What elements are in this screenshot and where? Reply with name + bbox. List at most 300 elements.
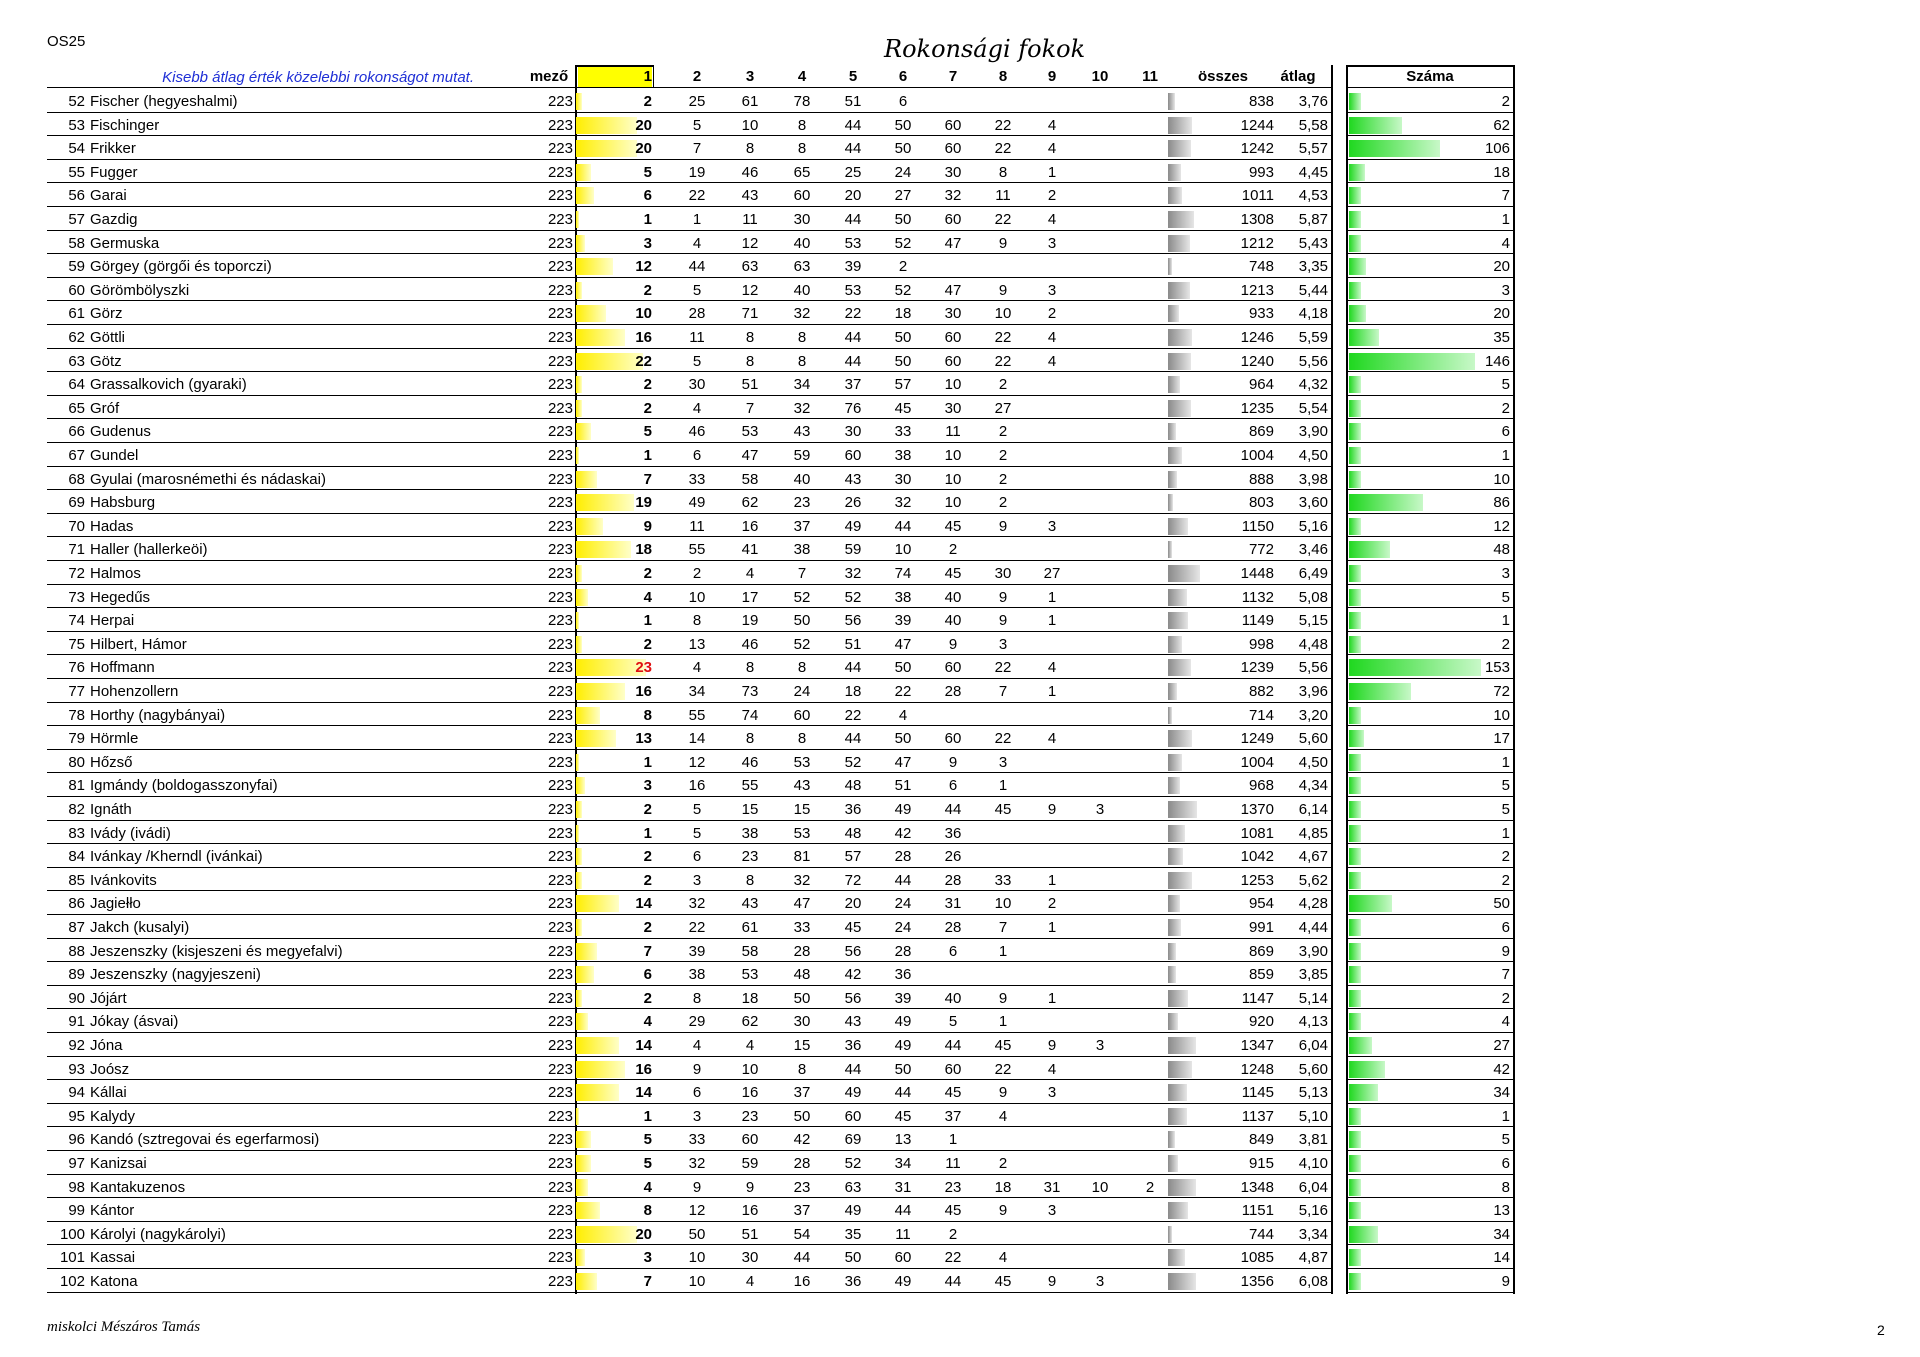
average-value: 4,28 [1298, 895, 1328, 913]
average-bar [1168, 1249, 1185, 1266]
degree-4-value: 8 [797, 116, 807, 134]
count-row-separator [1347, 796, 1513, 797]
degree-1-value: 20 [635, 116, 652, 134]
degree-5-value: 49 [844, 1202, 862, 1220]
degree-6-value: 45 [894, 1107, 912, 1125]
count-bar [1349, 329, 1379, 346]
degree-2-value: 5 [692, 801, 702, 818]
degree-8-value: 2 [998, 1155, 1008, 1172]
total-value: 1242 [1240, 140, 1274, 158]
degree-2-value: 25 [688, 93, 706, 110]
row-separator [47, 277, 1332, 278]
count-value: 86 [1493, 494, 1510, 512]
table-row [0, 184, 1920, 208]
degree-9-value: 27 [1043, 565, 1061, 582]
degree-7-value: 47 [944, 281, 962, 299]
family-name: Haller (hallerkeöi) [90, 541, 208, 559]
header-degree-7: 7 [948, 68, 958, 85]
degree-2-value: 19 [688, 163, 706, 181]
degree-6-value: 28 [894, 942, 912, 960]
degree-6-value: 50 [894, 659, 912, 677]
degree-2-value: 28 [688, 305, 706, 323]
degree-5-value: 42 [844, 966, 862, 984]
degree-3-value: 58 [741, 470, 759, 488]
average-value: 3,46 [1298, 541, 1328, 559]
count-value: 1 [1501, 1107, 1510, 1125]
degree-3-value: 8 [745, 871, 755, 889]
degree-2-value: 11 [689, 329, 705, 346]
field-value: 223 [547, 470, 573, 488]
row-separator [47, 442, 1332, 443]
field-value: 223 [547, 824, 573, 842]
field-value: 223 [547, 588, 573, 606]
count-value: 9 [1501, 1273, 1510, 1290]
table-row [0, 869, 1920, 893]
row-number: 94 [68, 1084, 85, 1102]
degree-9-value: 2 [1047, 895, 1057, 913]
family-name: Ivánkovits [90, 871, 157, 889]
average-value: 5,58 [1298, 116, 1328, 134]
degree-2-value: 1 [692, 211, 702, 228]
degree-3-value: 61 [741, 919, 759, 936]
degree-1-value: 2 [643, 399, 652, 417]
degree-8-value: 22 [994, 329, 1012, 346]
degree-5-value: 18 [844, 683, 862, 700]
family-name: Frikker [90, 140, 136, 158]
table-row [0, 892, 1920, 916]
average-bar [1168, 1155, 1178, 1172]
average-value: 3,60 [1298, 494, 1328, 512]
average-bar [1168, 589, 1187, 606]
degree-7-value: 28 [944, 871, 962, 889]
total-value: 882 [1248, 683, 1274, 700]
field-value: 223 [547, 399, 573, 417]
degree-3-value: 30 [741, 1249, 759, 1267]
family-name: Hilbert, Hámor [90, 635, 187, 653]
degree-1-value: 16 [635, 1060, 652, 1078]
row-number: 95 [68, 1107, 85, 1125]
degree-7-value: 6 [948, 942, 958, 960]
total-value: 803 [1248, 494, 1274, 512]
count-bar [1349, 117, 1402, 134]
degree-8-value: 4 [998, 1107, 1008, 1125]
degree-8-value: 30 [994, 565, 1012, 582]
row-separator [47, 607, 1332, 608]
table-row [0, 1081, 1920, 1105]
table-row [0, 680, 1920, 704]
row-separator [47, 418, 1332, 419]
degree-5-value: 49 [844, 1084, 862, 1102]
field-value: 223 [547, 1037, 573, 1054]
total-value: 1085 [1240, 1249, 1274, 1267]
count-bar [1349, 140, 1440, 157]
count-bar [1349, 376, 1361, 393]
total-value: 968 [1248, 777, 1274, 795]
table-row [0, 751, 1920, 775]
family-name: Habsburg [90, 494, 156, 512]
average-bar [1168, 164, 1181, 181]
row-number: 78 [68, 706, 85, 724]
count-row-separator [1347, 513, 1513, 514]
degree-8-value: 7 [998, 683, 1008, 700]
degree-2-value: 7 [692, 140, 702, 158]
table-row [0, 987, 1920, 1011]
degree-7-value: 60 [944, 211, 962, 228]
count-value: 18 [1493, 163, 1510, 181]
header-count: Száma [1406, 68, 1454, 85]
degree-8-value: 22 [994, 140, 1012, 158]
field-value: 223 [547, 1273, 573, 1290]
average-bar [1168, 518, 1188, 535]
degree-4-value: 52 [793, 588, 811, 606]
degree-9-value: 2 [1047, 187, 1057, 205]
average-bar [1168, 990, 1188, 1007]
row-separator [47, 796, 1332, 797]
field-value: 223 [547, 93, 573, 110]
degree-7-value: 60 [944, 140, 962, 158]
degree-2-value: 12 [688, 753, 706, 771]
count-bar [1349, 305, 1366, 322]
total-value: 838 [1248, 93, 1274, 110]
degree-6-value: 32 [894, 494, 912, 512]
row-number: 74 [68, 612, 85, 630]
degree-7-value: 60 [944, 730, 962, 748]
count-value: 1 [1501, 824, 1510, 842]
header-degree-9: 9 [1047, 68, 1057, 85]
row-separator [47, 1032, 1332, 1033]
degree-2-value: 3 [692, 1107, 702, 1125]
degree-3-value: 8 [745, 329, 755, 346]
count-value: 34 [1493, 1225, 1510, 1243]
degree-2-value: 38 [688, 966, 706, 984]
degree-3-value: 4 [745, 1273, 755, 1290]
degree-1-value: 6 [643, 187, 652, 205]
degree-7-value: 2 [948, 541, 958, 559]
degree-3-value: 55 [741, 777, 759, 795]
total-value: 1011 [1241, 187, 1274, 205]
degree-6-value: 52 [894, 234, 912, 252]
count-bar [1349, 471, 1361, 488]
degree-5-value: 20 [844, 895, 862, 913]
table-row [0, 232, 1920, 256]
row-number: 54 [68, 140, 85, 158]
degree-6-value: 11 [895, 1225, 911, 1243]
count-bar [1349, 872, 1361, 889]
average-bar [1168, 895, 1180, 912]
family-name: Hőzső [90, 753, 133, 771]
row-separator [47, 1008, 1332, 1009]
field-value: 223 [547, 352, 573, 370]
count-row-separator [1347, 1032, 1513, 1033]
degree-6-value: 50 [894, 211, 912, 228]
average-value: 5,16 [1298, 517, 1328, 535]
degree-9-value: 31 [1043, 1178, 1061, 1196]
count-bar [1349, 518, 1361, 535]
count-value: 72 [1493, 683, 1510, 700]
count-bar [1349, 93, 1361, 110]
degree-1-value: 8 [643, 1202, 652, 1220]
degree-7-value: 11 [945, 1155, 961, 1172]
table-row [0, 1128, 1920, 1152]
average-value: 4,13 [1298, 1013, 1328, 1031]
degree-6-value: 27 [894, 187, 912, 205]
degree-2-value: 5 [692, 824, 702, 842]
field-value: 223 [547, 1060, 573, 1078]
count-bar [1349, 541, 1390, 558]
degree-8-value: 1 [998, 777, 1008, 795]
degree-7-value: 28 [944, 919, 962, 936]
row-number: 89 [68, 966, 85, 984]
degree-7-value: 10 [944, 447, 962, 464]
degree-1-value: 1 [643, 1107, 652, 1125]
table-row [0, 916, 1920, 940]
count-bar [1349, 1179, 1361, 1196]
degree-3-value: 17 [741, 588, 759, 606]
degree-1-value: 9 [643, 517, 652, 535]
count-row-separator [1347, 536, 1513, 537]
count-row-separator [1347, 820, 1513, 821]
total-value: 869 [1248, 423, 1274, 441]
count-value: 2 [1501, 399, 1510, 417]
degree-9-value: 3 [1047, 234, 1057, 252]
degree-4-value: 8 [797, 329, 807, 346]
row-separator [47, 867, 1332, 868]
degree-5-value: 59 [844, 541, 862, 559]
average-value: 5,56 [1298, 659, 1328, 677]
degree-5-value: 51 [844, 93, 862, 110]
row-number: 99 [68, 1202, 85, 1220]
degree-6-value: 50 [894, 1060, 912, 1078]
degree-4-value: 7 [797, 565, 807, 582]
table-row [0, 727, 1920, 751]
degree-3-value: 53 [741, 966, 759, 984]
count-value: 1 [1501, 753, 1510, 771]
count-bar [1349, 494, 1423, 511]
family-name: Igmándy (boldogasszonyfai) [90, 777, 278, 795]
count-value: 10 [1493, 470, 1510, 488]
average-bar [1168, 636, 1182, 653]
degree-9-value: 1 [1047, 871, 1057, 889]
table-row [0, 137, 1920, 161]
field-value: 223 [547, 919, 573, 936]
total-value: 964 [1248, 376, 1274, 394]
table-row [0, 468, 1920, 492]
field-value: 223 [547, 211, 573, 228]
count-value: 50 [1493, 895, 1510, 913]
average-value: 4,45 [1298, 163, 1328, 181]
average-value: 5,43 [1298, 234, 1328, 252]
family-name: Jakch (kusalyi) [90, 919, 190, 936]
degree-6-value: 44 [894, 871, 912, 889]
table-row [0, 538, 1920, 562]
table-row [0, 161, 1920, 185]
degree-5-value: 44 [844, 352, 862, 370]
family-name: Jókay (ásvai) [90, 1013, 179, 1031]
field-value: 223 [547, 305, 573, 323]
degree-1-value: 4 [643, 1013, 652, 1031]
family-name: Jeszenszky (nagyjeszeni) [90, 966, 261, 984]
total-value: 1253 [1240, 871, 1274, 889]
degree-1-value: 10 [635, 305, 652, 323]
row-number: 102 [59, 1273, 85, 1290]
row-separator [47, 112, 1332, 113]
degree-8-value: 9 [998, 588, 1008, 606]
field-value: 223 [547, 730, 573, 748]
degree-5-value: 72 [844, 871, 862, 889]
count-row-separator [1347, 961, 1513, 962]
field-value: 223 [547, 281, 573, 299]
total-value: 1150 [1241, 517, 1274, 535]
count-bar [1349, 1037, 1372, 1054]
degree-1-value: 5 [643, 423, 652, 441]
degree-5-value: 44 [844, 1060, 862, 1078]
average-value: 3,76 [1298, 93, 1328, 110]
family-name: Gazdig [90, 211, 138, 228]
count-bar [1349, 966, 1361, 983]
degree-9-value: 4 [1047, 140, 1057, 158]
row-separator [47, 230, 1332, 231]
average-value: 4,50 [1298, 753, 1328, 771]
count-bar [1349, 187, 1361, 204]
degree-8-value: 4 [998, 1249, 1008, 1267]
degree-4-value: 8 [797, 659, 807, 677]
total-value: 1081 [1240, 824, 1274, 842]
degree-2-value: 34 [688, 683, 706, 700]
field-value: 223 [547, 753, 573, 771]
average-value: 4,34 [1298, 777, 1328, 795]
author-footer: miskolci Mészáros Tamás [47, 1319, 201, 1335]
degree-5-value: 32 [844, 565, 862, 582]
degree-4-value: 8 [797, 1060, 807, 1078]
degree-5-value: 45 [844, 919, 862, 936]
total-value: 1145 [1241, 1084, 1274, 1102]
count-row-separator [1347, 1126, 1513, 1127]
row-separator [47, 820, 1332, 821]
count-value: 42 [1493, 1060, 1510, 1078]
degree-7-value: 60 [944, 329, 962, 346]
count-value: 6 [1501, 919, 1510, 936]
degree-8-value: 10 [994, 305, 1012, 323]
row-separator [47, 725, 1332, 726]
family-name: Grassalkovich (gyaraki) [90, 376, 247, 394]
degree-5-value: 44 [844, 140, 862, 158]
degree-3-value: 60 [741, 1131, 759, 1149]
average-value: 3,20 [1298, 706, 1328, 724]
first-degree-bar [576, 754, 579, 771]
degree-4-value: 8 [797, 140, 807, 158]
degree-7-value: 44 [944, 1273, 962, 1290]
yellow-column-right-border [653, 65, 654, 88]
total-value: 1149 [1241, 612, 1274, 630]
degree-4-value: 40 [793, 281, 811, 299]
count-value: 20 [1493, 305, 1510, 323]
degree-8-value: 1 [998, 942, 1008, 960]
count-row-separator [1347, 112, 1513, 113]
degree-8-value: 22 [994, 659, 1012, 677]
row-number: 73 [68, 588, 85, 606]
average-bar [1168, 187, 1182, 204]
degree-7-value: 36 [944, 824, 962, 842]
degree-10-value: 3 [1095, 1273, 1105, 1290]
family-name: Gróf [90, 399, 120, 417]
degree-7-value: 11 [945, 423, 961, 441]
degree-9-value: 4 [1047, 1060, 1057, 1078]
count-row-separator [1347, 300, 1513, 301]
degree-2-value: 5 [692, 352, 702, 370]
degree-2-value: 6 [692, 1084, 702, 1102]
count-row-separator [1347, 395, 1513, 396]
degree-3-value: 16 [741, 517, 759, 535]
count-value: 62 [1493, 116, 1510, 134]
degree-2-value: 32 [688, 895, 706, 913]
average-value: 5,13 [1298, 1084, 1328, 1102]
average-value: 4,87 [1298, 1249, 1328, 1267]
count-row-separator [1347, 702, 1513, 703]
degree-5-value: 48 [844, 824, 862, 842]
degree-5-value: 44 [844, 659, 862, 677]
degree-1-value: 6 [643, 966, 652, 984]
family-name: Fugger [90, 163, 138, 181]
degree-4-value: 37 [793, 1084, 811, 1102]
table-row [0, 774, 1920, 798]
degree-7-value: 31 [944, 895, 962, 913]
average-value: 5,60 [1298, 1060, 1328, 1078]
degree-7-value: 45 [944, 1084, 962, 1102]
degree-2-value: 30 [688, 376, 706, 394]
row-separator [47, 702, 1332, 703]
degree-1-value: 2 [643, 871, 652, 889]
row-separator [47, 466, 1332, 467]
row-separator [47, 584, 1332, 585]
degree-1-value: 19 [635, 494, 652, 512]
count-value: 2 [1501, 848, 1510, 866]
degree-1-value: 3 [643, 1249, 652, 1267]
row-number: 63 [68, 352, 85, 370]
total-value: 1347 [1240, 1037, 1274, 1054]
average-value: 4,48 [1298, 635, 1328, 653]
field-value: 223 [547, 848, 573, 866]
total-value: 1151 [1241, 1202, 1274, 1220]
count-bar [1349, 683, 1411, 700]
field-value: 223 [547, 140, 573, 158]
degree-8-value: 8 [998, 163, 1008, 181]
table-row [0, 491, 1920, 515]
degree-3-value: 4 [745, 565, 755, 582]
average-bar [1168, 966, 1176, 983]
count-value: 5 [1501, 376, 1510, 394]
count-bar [1349, 801, 1361, 818]
count-bar [1349, 1155, 1361, 1172]
field-value: 223 [547, 517, 573, 535]
field-value: 223 [547, 1107, 573, 1125]
degree-1-value: 16 [635, 683, 652, 700]
field-value: 223 [547, 1249, 573, 1267]
degree-5-value: 39 [844, 258, 862, 276]
first-degree-bar [576, 825, 579, 842]
family-name: Jeszenszky (kisjeszeni és megyefalvi) [90, 942, 343, 960]
row-separator [47, 182, 1332, 183]
degree-5-value: 44 [844, 116, 862, 134]
family-name: Kanizsai [90, 1155, 147, 1172]
degree-8-value: 3 [998, 635, 1008, 653]
count-row-separator [1347, 1197, 1513, 1198]
average-value: 3,85 [1298, 966, 1328, 984]
row-number: 98 [68, 1178, 85, 1196]
degree-7-value: 23 [944, 1178, 962, 1196]
average-bar [1168, 777, 1180, 794]
degree-6-value: 13 [894, 1131, 912, 1149]
count-bar [1349, 943, 1361, 960]
